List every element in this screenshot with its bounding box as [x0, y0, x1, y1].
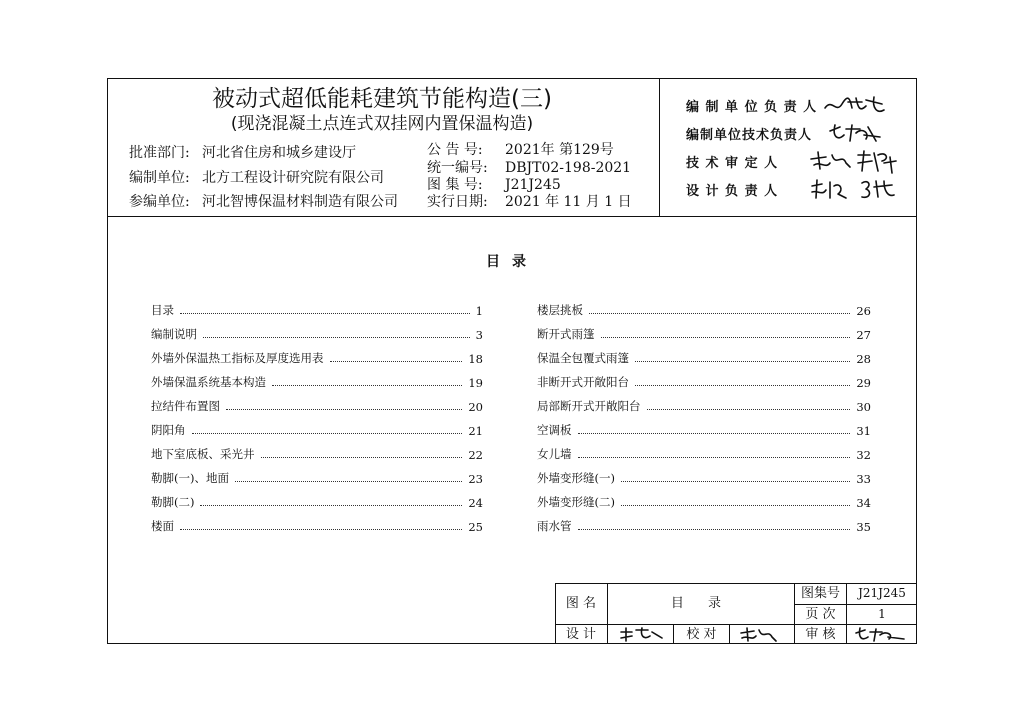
- toc-entry-page: 35: [856, 520, 871, 534]
- toc-entry-label: 保温全包覆式雨篷: [537, 351, 629, 365]
- handwritten-signature: [852, 626, 908, 643]
- dot-leader: [578, 457, 851, 458]
- toc-entry-page: 29: [856, 376, 871, 390]
- handwritten-signature: [618, 626, 664, 643]
- co-editor-value: 河北智博保温材料制造有限公司: [202, 194, 398, 210]
- toc-entry[interactable]: [537, 422, 871, 438]
- toc-entry[interactable]: [537, 374, 871, 390]
- toc-entry[interactable]: [537, 302, 871, 318]
- dot-leader: [203, 337, 470, 338]
- unified-value: DBJT02-198-2021: [505, 160, 632, 176]
- dot-leader: [235, 481, 462, 482]
- toc-entry-label: 楼面: [151, 519, 174, 533]
- editor-value: 北方工程设计研究院有限公司: [202, 170, 384, 186]
- dot-leader: [330, 361, 463, 362]
- approval-value: 河北省住房和城乡建设厅: [202, 145, 356, 161]
- toc-entry-label: 非断开式开敞阳台: [537, 375, 629, 389]
- toc-entry[interactable]: [151, 446, 483, 462]
- toc-entry-page: 31: [856, 424, 871, 438]
- responsible-label: 技 术 审 定 人: [686, 156, 779, 171]
- header-divider: [107, 216, 917, 217]
- toc-entry-page: 24: [468, 496, 483, 510]
- responsible-label: 编制单位技术负责人: [686, 128, 813, 143]
- editor-label: 编制单位:: [129, 170, 190, 186]
- design-label: 设 计: [565, 627, 597, 642]
- dot-leader: [180, 529, 462, 530]
- dot-leader: [635, 385, 850, 386]
- dot-leader: [601, 337, 851, 338]
- toc-entry-label: 勒脚(二): [151, 495, 195, 509]
- toc-entry-label: 目录: [151, 303, 174, 317]
- check-label: 校 对: [686, 627, 717, 642]
- toc-entry-page: 30: [856, 400, 871, 414]
- title-block-line: [607, 583, 608, 644]
- toc-entry-page: 33: [856, 472, 871, 486]
- toc-entry[interactable]: [537, 326, 871, 342]
- toc-entry-label: 外墙变形缝(一): [537, 471, 615, 485]
- toc-entry-page: 26: [856, 304, 871, 318]
- header-vertical-divider: [659, 78, 660, 216]
- title-block-line: [794, 604, 917, 605]
- toc-entry[interactable]: [151, 398, 483, 414]
- toc-entry-label: 地下室底板、采光井: [151, 447, 255, 461]
- page-subtitle: (现浇混凝土点连式双挂网内置保温构造): [230, 114, 534, 134]
- toc-entry-page: 20: [468, 400, 483, 414]
- dot-leader: [261, 457, 463, 458]
- toc-entry[interactable]: [151, 422, 483, 438]
- dot-leader: [226, 409, 462, 410]
- page-title: 被动式超低能耗建筑节能构造(三): [212, 86, 552, 112]
- handwritten-signature: [854, 149, 900, 175]
- handwritten-signature: [822, 94, 886, 118]
- toc-entry-label: 空调板: [537, 423, 572, 437]
- drawing-name-label: 图 名: [565, 596, 597, 611]
- toc-entry[interactable]: [537, 446, 871, 462]
- toc-entry-page: 1: [475, 304, 483, 318]
- responsible-label: 设 计 负 责 人: [686, 184, 779, 199]
- toc-entry-label: 外墙变形缝(二): [537, 495, 615, 509]
- toc-entry[interactable]: [537, 398, 871, 414]
- toc-entry-label: 编制说明: [151, 327, 197, 341]
- toc-entry-label: 外墙保温系统基本构造: [151, 375, 266, 389]
- page-label: 页 次: [805, 607, 836, 622]
- dot-leader: [192, 433, 463, 434]
- handwritten-signature: [808, 178, 850, 202]
- atlas-no-label: 图集号: [800, 586, 840, 601]
- dot-leader: [180, 313, 470, 314]
- title-block-line: [729, 624, 730, 644]
- page-number: 1: [878, 607, 886, 621]
- toc-entry-label: 雨水管: [537, 519, 572, 533]
- toc-entry[interactable]: [537, 494, 871, 510]
- toc-entry-page: 34: [856, 496, 871, 510]
- toc-entry[interactable]: [151, 518, 483, 534]
- dot-leader: [621, 481, 850, 482]
- toc-entry-page: 19: [468, 376, 483, 390]
- toc-entry-label: 外墙外保温热工指标及厚度选用表: [151, 351, 324, 365]
- toc-entry-label: 局部断开式开敞阳台: [537, 399, 641, 413]
- toc-entry-page: 22: [468, 448, 483, 462]
- toc-entry[interactable]: [537, 518, 871, 534]
- toc-entry-page: 32: [856, 448, 871, 462]
- toc-entry[interactable]: [151, 494, 483, 510]
- atlas-no-value: J21J245: [858, 586, 906, 600]
- review-label: 审 核: [805, 627, 836, 642]
- dot-leader: [200, 505, 462, 506]
- toc-entry[interactable]: [151, 326, 483, 342]
- dot-leader: [635, 361, 850, 362]
- toc-entry[interactable]: [151, 374, 483, 390]
- unified-label: 统一编号:: [427, 160, 488, 176]
- atlas-value: J21J245: [505, 177, 561, 193]
- dot-leader: [578, 433, 851, 434]
- toc-entry-label: 勒脚(一)、地面: [151, 471, 229, 485]
- atlas-label: 图 集 号:: [427, 177, 483, 193]
- toc-entry-page: 23: [468, 472, 483, 486]
- toc-entry-page: 18: [468, 352, 483, 366]
- co-editor-label: 参编单位:: [129, 194, 190, 210]
- date-label: 实行日期:: [427, 194, 488, 210]
- toc-entry[interactable]: [151, 470, 483, 486]
- drawing-name-value: 目 录: [670, 596, 732, 611]
- toc-entry-page: 28: [856, 352, 871, 366]
- toc-entry[interactable]: [151, 350, 483, 366]
- dot-leader: [578, 529, 851, 530]
- handwritten-signature: [858, 177, 896, 201]
- toc-title: 目录: [486, 254, 538, 270]
- toc-entry-label: 断开式雨篷: [537, 327, 595, 341]
- toc-entry-label: 阴阳角: [151, 423, 186, 437]
- toc-entry[interactable]: [151, 302, 483, 318]
- toc-entry[interactable]: [537, 470, 871, 486]
- dot-leader: [272, 385, 462, 386]
- toc-entry-page: 3: [475, 328, 483, 342]
- date-value: 2021 年 11 月 1 日: [505, 194, 632, 210]
- toc-entry-page: 25: [468, 520, 483, 534]
- handwritten-signature: [808, 149, 852, 173]
- title-block-line: [555, 624, 917, 625]
- handwritten-signature: [826, 121, 882, 145]
- dot-leader: [621, 505, 850, 506]
- dot-leader: [647, 409, 851, 410]
- notice-value: 2021年 第129号: [505, 142, 614, 158]
- toc-entry[interactable]: [537, 350, 871, 366]
- toc-entry-label: 楼层挑板: [537, 303, 583, 317]
- notice-label: 公 告 号:: [427, 142, 483, 158]
- toc-entry-page: 21: [468, 424, 483, 438]
- handwritten-signature: [738, 626, 778, 643]
- responsible-label: 编 制 单 位 负 责 人: [686, 100, 818, 115]
- toc-entry-label: 拉结件布置图: [151, 399, 220, 413]
- toc-entry-page: 27: [856, 328, 871, 342]
- dot-leader: [589, 313, 850, 314]
- toc-entry-label: 女儿墙: [537, 447, 572, 461]
- approval-label: 批准部门:: [129, 145, 190, 161]
